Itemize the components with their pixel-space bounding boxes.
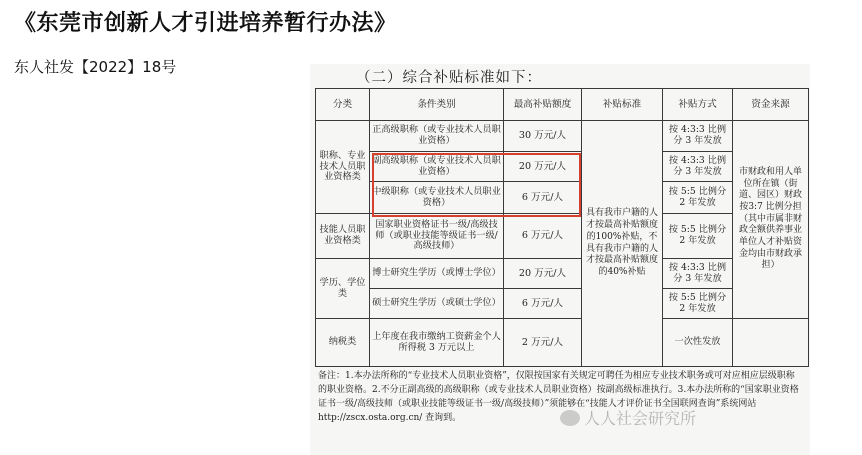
table-header-row xyxy=(316,89,809,121)
amount-cell: 20 万元/人 xyxy=(504,259,582,289)
category-cell: 学历、学位类 xyxy=(316,259,370,319)
condition-cell: 硕士研究生学历（或硕士学位） xyxy=(370,289,504,319)
table-row xyxy=(316,319,809,367)
header-category: 分类 xyxy=(316,89,370,121)
amount-cell: 6 万元/人 xyxy=(504,289,582,319)
method-cell: 按 4:3:3 比例分 3 年发放 xyxy=(663,152,733,182)
category-cell: 技能人员职业资格类 xyxy=(316,214,370,259)
method-cell: 一次性发放 xyxy=(663,319,733,367)
method-cell: 按 4:3:3 比例分 3 年发放 xyxy=(663,121,733,152)
method-cell: 按 4:3:3 比例分 3 年发放 xyxy=(663,259,733,289)
header-condition: 条件类别 xyxy=(370,89,504,121)
category-cell: 职称、专业技术人员职业资格类 xyxy=(316,121,370,214)
amount-cell: 6 万元/人 xyxy=(504,182,582,214)
watermark xyxy=(560,406,696,429)
document-number: 东人社发【2022】18号 xyxy=(14,58,177,76)
watermark-text: 人人社会研究所 xyxy=(584,409,697,428)
header-fund-source: 资金来源 xyxy=(733,89,809,121)
condition-cell: 正高级职称（或专业技术人员职业资格） xyxy=(370,121,504,152)
standard-cell: 具有我市户籍的人才按最高补贴额度的100%补贴，不具有我市户籍的人才按最高补贴额度的40%补贴 xyxy=(582,121,663,367)
fund-source-cell: 市财政和用人单位所在镇（街道、园区）财政按3:7 比例分担（其中市属非财政全额供养事业单位人才补贴资金均由市财政承担） xyxy=(733,121,809,319)
header-standard: 补贴标准 xyxy=(582,89,663,121)
condition-cell: 国家职业资格证书一级/高级技师（或职业技能等级证书一级/高级技师） xyxy=(370,214,504,259)
condition-cell: 博士研究生学历（或博士学位） xyxy=(370,259,504,289)
amount-cell: 20 万元/人 xyxy=(504,152,582,182)
method-cell: 按 5:5 比例分 2 年发放 xyxy=(663,289,733,319)
condition-cell: 上年度在我市缴纳工资薪金个人所得税 3 万元以上 xyxy=(370,319,504,367)
amount-cell: 2 万元/人 xyxy=(504,319,582,367)
footnote: 备注：1.本办法所称的“专业技术人员职业资格”，仅限按国家有关规定可聘任为相应专业技术职务或可对应相应层级职称的职业资格。2.不分正副高级的高级职称（或专业技术人员职业资格）按副高级标准执行。3.本办法所称的“国家职业资格证书一级/高级技师（或职业技能等级证书一级/高级技师）”须能够在“技能人才评价证书全国联网查询”系统网站 http://zscx.osta.org.cn/ 查询到。 xyxy=(318,371,799,423)
header-method: 补贴方式 xyxy=(663,89,733,121)
fund-source-empty-cell xyxy=(733,319,809,367)
method-cell: 按 5:5 比例分 2 年发放 xyxy=(663,182,733,214)
page-title: 《东莞市创新人才引进培养暂行办法》 xyxy=(14,11,397,36)
subsidy-standards-table xyxy=(315,88,809,367)
wechat-logo-icon xyxy=(560,410,580,426)
scanned-document-image xyxy=(310,64,810,455)
category-cell: 纳税类 xyxy=(316,319,370,367)
condition-cell: 副高级职称（或专业技术人员职业资格） xyxy=(370,152,504,182)
table-row xyxy=(316,121,809,152)
condition-cell: 中级职称（或专业技术人员职业资格） xyxy=(370,182,504,214)
method-cell: 按 5:5 比例分 2 年发放 xyxy=(663,214,733,259)
amount-cell: 30 万元/人 xyxy=(504,121,582,152)
amount-cell: 6 万元/人 xyxy=(504,214,582,259)
section-heading: （二）综合补贴标准如下： xyxy=(356,70,542,86)
header-max-amount: 最高补贴额度 xyxy=(504,89,582,121)
